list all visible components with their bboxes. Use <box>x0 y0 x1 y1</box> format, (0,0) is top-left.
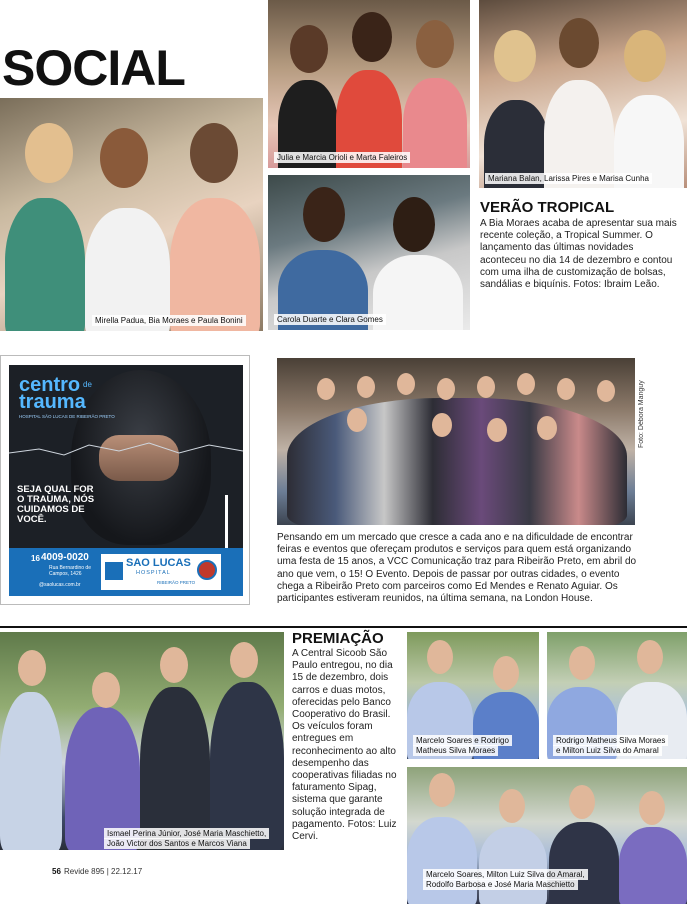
publication-info: Revide 895 | 22.12.17 <box>64 867 143 876</box>
ad-hospital-city: RIBEIRÃO PRETO <box>157 580 196 585</box>
ad-hospital-name: SAO LUCAS <box>126 557 191 569</box>
vcc-photo-credit: Foto: Débora Manguy <box>638 380 645 448</box>
photo-caption: Marcelo Soares e Rodrigo <box>413 735 512 746</box>
ad-phone: 4009-0020 <box>41 552 89 563</box>
ad-website[interactable]: @saolucas.com.br <box>39 582 81 588</box>
page-number: 56 <box>52 867 61 876</box>
premiacao-title: PREMIAÇÃO <box>292 630 384 647</box>
photo-vcc-group <box>277 358 635 525</box>
ad-plus-vertical <box>225 495 228 548</box>
verao-tropical-title: VERÃO TROPICAL <box>480 199 615 216</box>
premiacao-body: A Central Sicoob São Paulo entregou, no dia 15 de dezembro, dois carros e duas motos, oferecidas pelo Banco Cooperativo do Brasil. Os veículos foram entregues em reconhecimento ao alto desempenho das cooperativas filiadas no faturamento Sipag, sistema que garante solução integrada de pagamento. Fotos: Luiz Cervi. <box>292 648 397 843</box>
seal-icon <box>197 560 217 580</box>
photo-caption: Ismael Perina Júnior, José Maria Maschietto, <box>104 828 269 839</box>
photo-caption: Marcelo Soares, Milton Luiz Silva do Amaral, <box>423 869 588 880</box>
photo-caption: João Victor dos Santos e Marcos Viana <box>104 838 250 849</box>
photo-ismael-jose-joao-marcos <box>0 632 284 850</box>
photo-caption: Mirella Padua, Bia Moraes e Paula Bonini <box>92 315 246 326</box>
photo-caption: Carola Duarte e Clara Gomes <box>274 314 386 325</box>
verao-tropical-body: A Bia Moraes acaba de apresentar sua mais recente coleção, a Tropical Summer. O lançamento das últimas novidades aconteceu no dia 14 de dezembro e contou com uma ilha de customização de bolsas, sandálias e biquínis. Fotos: Ibraim Leão. <box>480 218 677 291</box>
page-section-title: SOCIAL <box>2 40 185 96</box>
hospital-cross-icon <box>105 562 123 580</box>
photo-caption: Mariana Balan, Larissa Pires e Marisa Cunha <box>485 173 652 184</box>
ad-brand-de: de <box>83 380 92 389</box>
photo-caption: e Milton Luiz Silva do Amaral <box>553 745 662 756</box>
section-divider <box>0 626 687 628</box>
ad-address: Rua Bernardino de Campos, 1426 <box>49 565 91 577</box>
ad-phone-prefix: 16 <box>31 554 40 563</box>
ad-slogan: SEJA QUAL FOR O TRAUMA, NÓS CUIDAMOS DE VOCÊ. <box>17 484 95 525</box>
ad-brand-line1: centro <box>19 374 81 396</box>
crack-lines-icon <box>9 425 243 465</box>
ad-hospital-logo-box <box>101 554 221 590</box>
ad-brand-sub: HOSPITAL SÃO LUCAS DE RIBEIRÃO PRETO <box>19 414 115 419</box>
ad-brand-line2: trauma <box>19 391 86 413</box>
photo-caption: Julia e Marcia Orioli e Marta Faleiros <box>274 152 410 163</box>
photo-carola-clara <box>268 175 470 330</box>
photo-mirella-bia-paula <box>0 98 263 331</box>
ad-blue-bar <box>9 548 243 596</box>
photo-caption: Rodrigo Matheus Silva Moraes <box>553 735 668 746</box>
photo-mariana-larissa-marisa <box>479 0 687 188</box>
photo-julia-marcia-marta <box>268 0 470 168</box>
centro-trauma-ad[interactable] <box>0 355 250 605</box>
vcc-body: Pensando em um mercado que cresce a cada ano e na dificuldade de encontrar feiras e eventos que ofereçam produtos e serviços para quem está organizando uma festa de 15 anos, a VCC Comunicação traz para Ribeirão Preto, em abril do ano que vem, o 15! O Evento. Depois de passar por outras cidades, o evento chega a Ribeirão Preto com parceiros como Ed Mendes e Renato Aguiar. Os participantes estiveram reunidos, na última semana, na London House. <box>277 532 637 605</box>
ad-hospital-sub: HOSPITAL <box>136 570 171 576</box>
photo-caption: Rodolfo Barbosa e José Maria Maschietto <box>423 879 578 890</box>
ad-dark-panel <box>9 365 243 548</box>
photo-caption: Matheus Silva Moraes <box>413 745 498 756</box>
